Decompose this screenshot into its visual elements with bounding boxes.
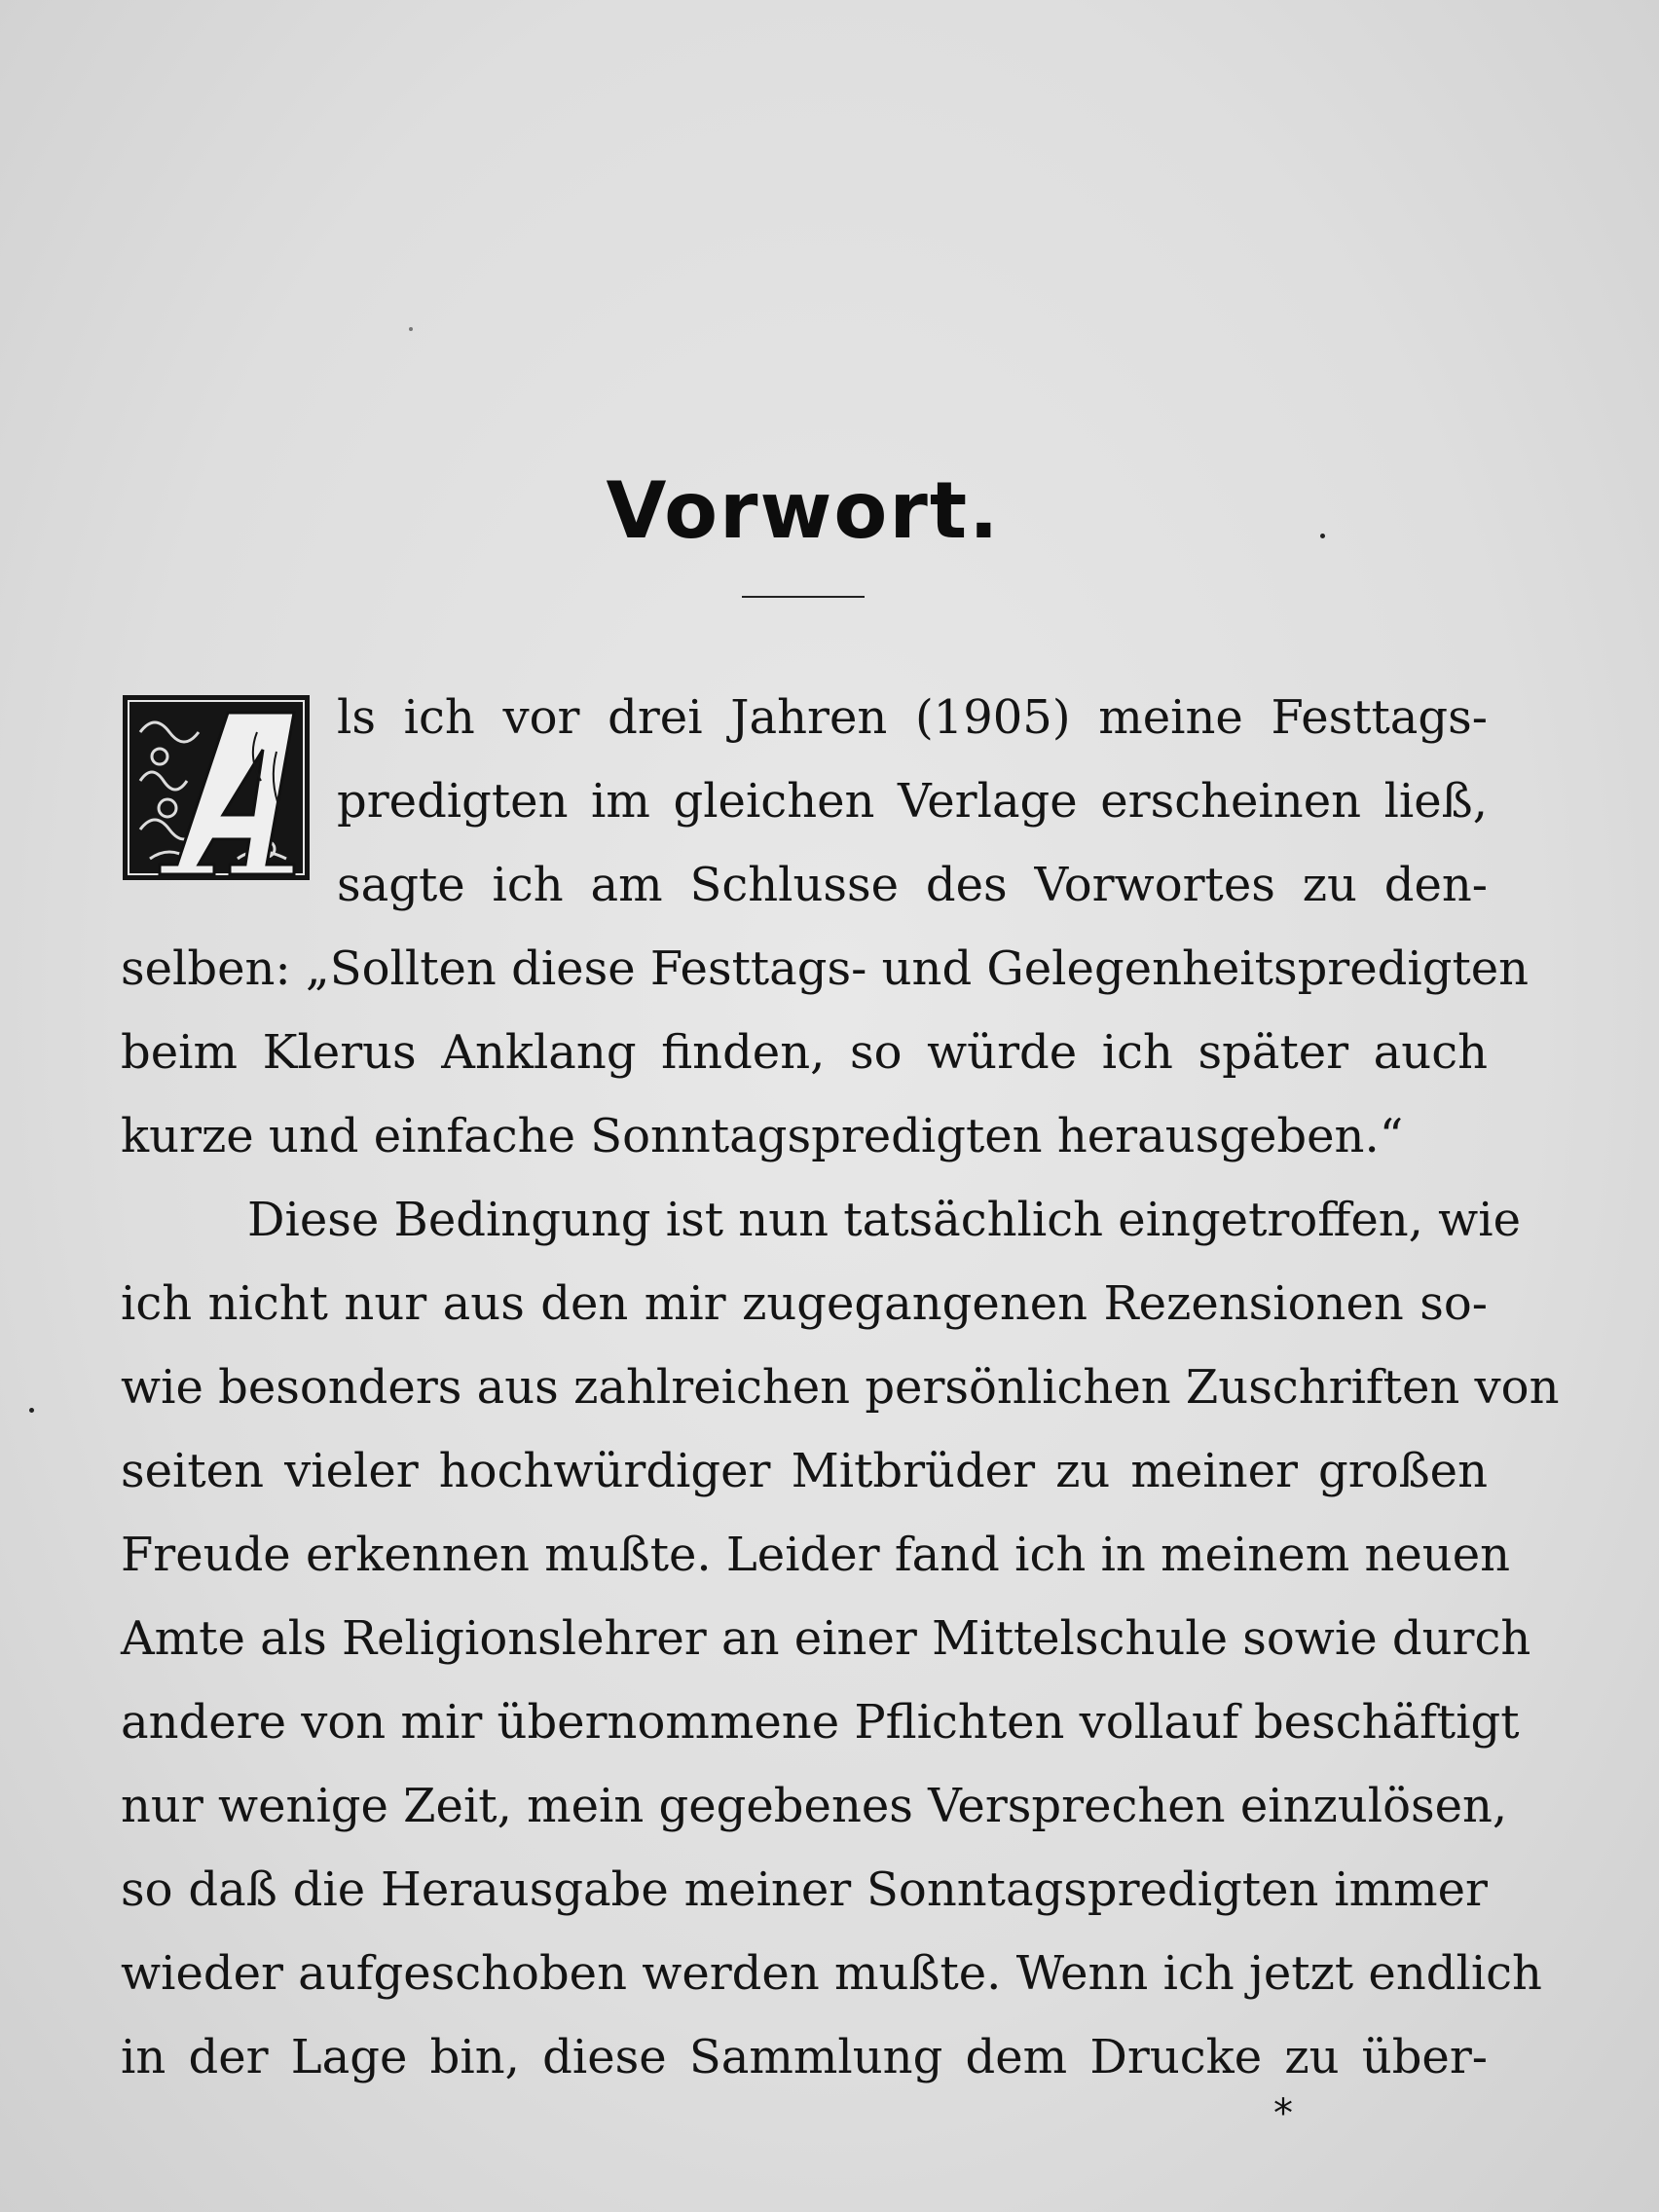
paper-speck — [409, 327, 413, 331]
text-line: Diese Bedingung ist nun tatsächlich eingetroffen, wie — [247, 1193, 1521, 1247]
text-line: andere von mir übernommene Pflichten vollauf beschäftigt — [121, 1695, 1520, 1750]
text-line: so daß die Herausgabe meiner Sonntagspredigten immer — [121, 1862, 1488, 1917]
text-line: ls ich vor drei Jahren (1905) meine Festtags- — [337, 690, 1488, 745]
text-line: wie besonders aus zahlreichen persönlichen Zuschriften von — [121, 1360, 1560, 1415]
text-line: Amte als Religionslehrer an einer Mittelschule sowie durch — [121, 1611, 1531, 1666]
text-line: nur wenige Zeit, mein gegebenes Versprechen einzulösen, — [121, 1779, 1508, 1833]
ornamental-drop-cap-icon — [121, 693, 312, 882]
text-line: ich nicht nur aus den mir zugegangenen Rezensionen so- — [121, 1276, 1488, 1331]
text-line: sagte ich am Schlusse des Vorwortes zu den- — [337, 858, 1488, 912]
text-line: predigten im gleichen Verlage erscheinen ließ, — [337, 774, 1488, 829]
title-divider — [742, 596, 865, 598]
page-title: Vorwort. — [606, 465, 1001, 556]
text-line: selben: „Sollten diese Festtags- und Gelegenheitspredigten — [121, 941, 1530, 996]
text-line: Freude erkennen mußte. Leider fand ich in meinem neuen — [121, 1528, 1511, 1582]
paper-speck — [29, 1408, 34, 1413]
text-line: wieder aufgeschoben werden mußte. Wenn ich jetzt endlich — [121, 1946, 1542, 2001]
text-line: in der Lage bin, diese Sammlung dem Drucke zu über- — [121, 2030, 1488, 2084]
signature-mark: * — [1273, 2091, 1293, 2136]
text-line: seiten vieler hochwürdiger Mitbrüder zu meiner großen — [121, 1444, 1488, 1498]
paper-speck — [1320, 534, 1325, 538]
text-line: beim Klerus Anklang finden, so würde ich später auch — [121, 1025, 1488, 1080]
text-line: kurze und einfache Sonntagspredigten herausgeben.“ — [121, 1109, 1404, 1163]
